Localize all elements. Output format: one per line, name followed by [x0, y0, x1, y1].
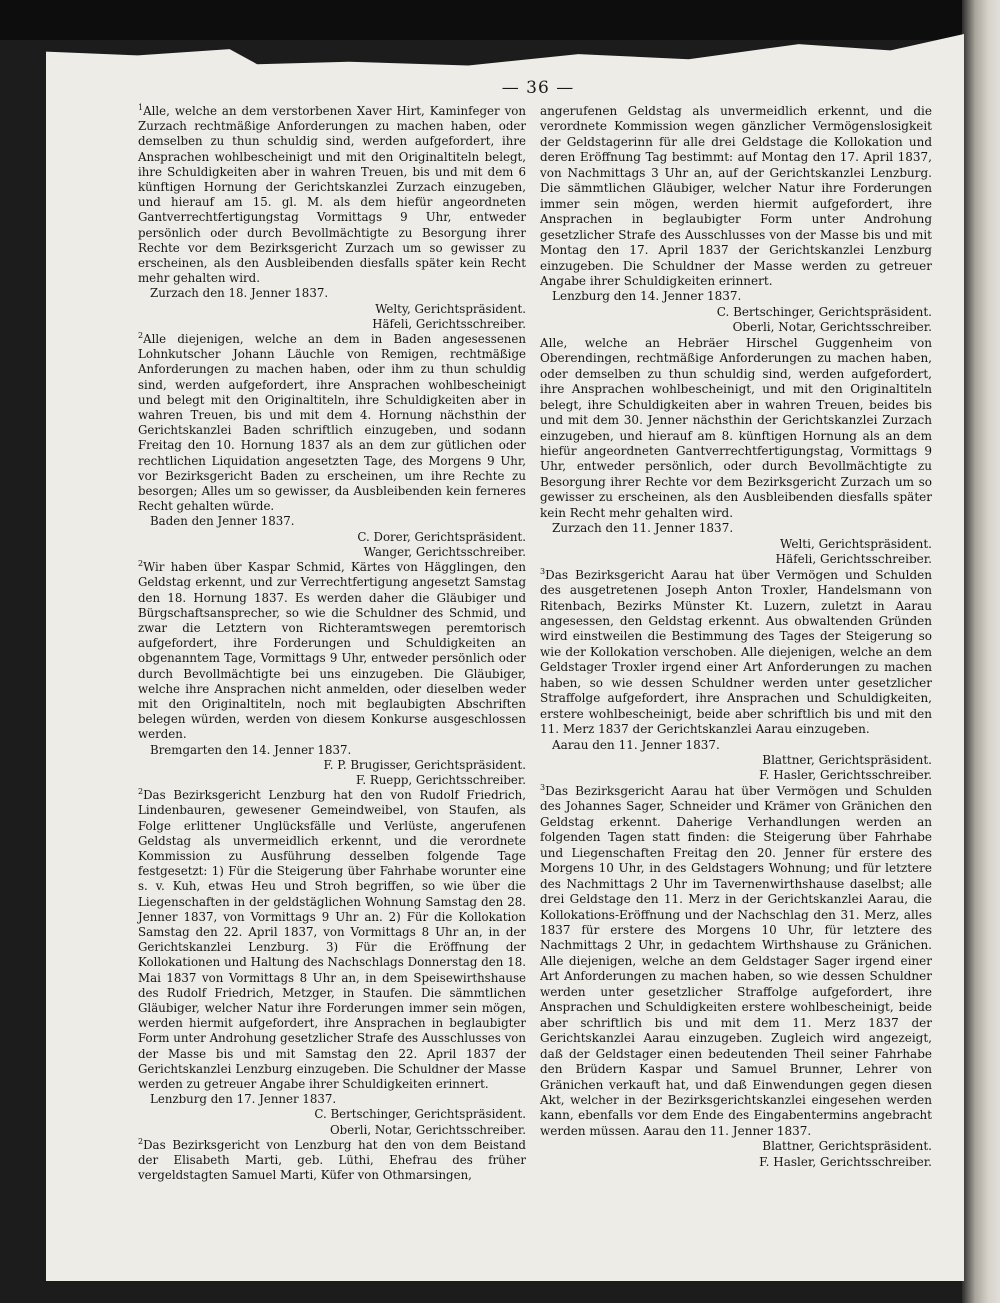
notice-body: Das Bezirksgericht Lenzburg hat den von Rudolf Friedrich, Lindenbauren, gewesener Gemeindweibel, von Staufen, als Folge erlittener Unglücksfälle und Verlüste, angerufenen Geldstag als unvermeidlich erkennt, und die verordnete Kommission zu Ausführung desselben folgende Tage festgesetzt: 1) Für die Steigerung über Fahrhabe worunter eine s. v. Kuh, etwas Heu und Stroh begriffen, so wie über die Liegenschaften in der geldstäglichen Wohnung Samstag den 28. Jenner 1837, von Vormittags 9 Uhr an. 2) Für die Kollokation Samstag den 22. April 1837, von Vormittags 8 Uhr an, in der Gerichtskanzlei Lenzburg. 3) Für die Eröffnung der Kollokationen und Haltung des Nachschlags Donnerstag den 18. Mai 1837 von Vormittags 8 Uhr an, in dem Speisewirthshause des Rudolf Friedrich, Metzger, in Staufen. Die sämmtlichen Gläubiger, welcher Natur ihre Forderungen immer sein mögen, werden hiermit aufgefordert, ihre Ansprachen in beglaubigter Form unter Androhung gesetzlicher Strafe des Ausschlusses von der Masse bis und mit Samstag den 22. April 1837 der Gerichtskanzlei Lenzburg einzugeben. Die Schuldner der Masse werden zu getreuer Angabe ihrer Schuldigkeiten erinnert.	[138, 788, 526, 1091]
notice-signature: Blattner, Gerichtspräsident.	[762, 753, 932, 768]
notice-text	[138, 788, 526, 1092]
notice-marker: 2	[138, 787, 144, 797]
notice-marker: 2	[138, 331, 144, 341]
notice-place-date: Lenzburg den 14. Jenner 1837.	[552, 289, 742, 304]
notice-signature: F. Ruepp, Gerichtsschreiber.	[355, 772, 526, 787]
notice-body: Alle, welche an Hebräer Hirschel Guggenheim von Oberendingen, rechtmäßige Anforderungen zu machen haben, oder demselben zu thun schuldig sind, werden aufgefordert, ihre Ansprachen wohlbescheinigt, und mit den Originaltiteln belegt, ihre Schuldigkeiten aber in wahren Treuen, beides bis und mit dem 30. Jenner nächsthin der Gerichtskanzlei Zurzach einzugeben, und hierauf am 8. künftigen Hornung als an dem hiefür angeordneten Gantverrechtfertigungstag, Vormittags 9 Uhr, entweder persönlich, oder durch Bevollmächtigte zu Besorgung ihrer Rechte vor dem Bezirksgericht Zurzach um so gewisser zu erscheinen, als den Ausbleibenden diesfalls später kein Recht mehr gehalten wird.	[540, 335, 932, 520]
notice-place-date: Baden den Jenner 1837.	[150, 514, 295, 529]
scan-background-top	[0, 0, 1000, 40]
notice-signature: Häfeli, Gerichtsschreiber.	[372, 316, 526, 331]
notice-marker: 2	[138, 559, 144, 569]
notice	[540, 104, 932, 336]
notice-signature: Häfeli, Gerichtsschreiber.	[775, 552, 932, 567]
notice	[138, 1138, 526, 1184]
notice-signature: F. P. Brugisser, Gerichtspräsident.	[323, 757, 526, 772]
notice-place-date: Zurzach den 11. Jenner 1837.	[552, 521, 734, 536]
notice	[138, 560, 526, 788]
notice-marker: 2	[138, 1136, 144, 1146]
notice-marker: 3	[540, 566, 546, 576]
notice-signature: Blattner, Gerichtspräsident.	[762, 1139, 932, 1154]
notice	[138, 332, 526, 560]
notice-signature: C. Bertschinger, Gerichtspräsident.	[314, 1107, 526, 1122]
notice	[540, 568, 932, 784]
notice-marker: 3	[540, 782, 546, 792]
notice	[138, 104, 526, 332]
notice-body: Wir haben über Kaspar Schmid, Kärtes von Hägglingen, den Geldstag erkennt, und zur Verrechtfertigung angesetzt Samstag den 18. Hornung 1837. Es werden daher die Gläubiger und Bürgschaftsansprecher, so wie die Schuldner des Schmid, und zwar die Letztern von Richteramtswegen peremtorisch aufgefordert, ihre Forderungen und Schuldigkeiten an obgenanntem Tage, Vormittags 9 Uhr, entweder persönlich oder durch Bevollmächtigte bei uns einzugeben. Die Gläubiger, welche ihre Ansprachen nicht anmelden, oder dieselben weder mit den Originaltiteln, noch mit beglaubigten Abschriften belegen würden, werden von diesem Konkurse ausgeschlossen werden.	[138, 560, 526, 742]
notice-text	[540, 104, 932, 289]
notice-text	[138, 1138, 526, 1184]
notice-signature: Oberli, Notar, Gerichtsschreiber.	[329, 1122, 526, 1137]
notice-body: Das Bezirksgericht von Lenzburg hat den von dem Beistand der Elisabeth Marti, geb. Lüthi, Ehefrau des früher vergeldstagten Samuel Marti, Küfer von Othmarsingen,	[138, 1137, 526, 1183]
notice-signature: Wanger, Gerichtsschreiber.	[363, 544, 526, 559]
page-number: — 36 —	[501, 78, 575, 98]
right-column	[540, 104, 932, 1170]
notice-signature: Welty, Gerichtspräsident.	[375, 301, 526, 316]
adjacent-page-edge	[962, 0, 1000, 1303]
notice-body: Alle diejenigen, welche an dem in Baden angesessenen Lohnkutscher Johann Läuchle von Remigen, rechtmäßige Anforderungen zu machen haben, oder ihm zu thun schuldig sind, werden aufgefordert, ihre Ansprachen wohlbescheinigt und belegt mit den Originaltiteln, ihre Schuldigkeiten aber in wahren Treuen, bis und mit dem 4. Hornung nächsthin der Gerichtskanzlei Baden schriftlich einzugeben, und sodann Freitag den 10. Hornung 1837 als an dem zur gütlichen oder rechtlichen Liquidation angesetzten Tage, des Morgens 9 Uhr, vor Bezirksgericht Baden zu erscheinen, um ihre Rechte zu besorgen; Alles um so gewisser, da Ausbleibenden kein ferneres Recht gehalten würde.	[138, 332, 526, 514]
notice	[540, 784, 932, 1170]
notice-marker: 1	[138, 103, 144, 113]
notice-signature: Welti, Gerichtspräsident.	[780, 536, 932, 551]
notice-body: angerufenen Geldstag als unvermeidlich erkennt, und die verordnete Kommission wegen gänzlicher Vermögenslosigkeit der Geldstagerinn für alle drei Geldstage die Kollokation und deren Eröffnung Tag bestimmt: auf Montag den 17. April 1837, von Nachmittags 3 Uhr an, auf der Gerichtskanzlei Lenzburg. Die sämmtlichen Gläubiger, welcher Natur ihre Forderungen immer sein mögen, werden hiermit aufgefordert, ihre Ansprachen in beglaubigter Form unter Androhung gesetzlicher Strafe des Ausschlusses von der Masse bis und mit Montag den 17. April 1837 der Gerichtskanzlei Lenzburg einzugeben. Die Schuldner der Masse werden zu getreuer Angabe ihrer Schuldigkeiten erinnert.	[540, 104, 932, 288]
notice-body: Alle, welche an dem verstorbenen Xaver Hirt, Kaminfeger von Zurzach rechtmäßige Anforderungen zu machen haben, oder demselben zu thun schuldig sind, werden aufgefordert, ihre Ansprachen wohlbescheinigt und mit den Originaltiteln belegt, ihre Schuldigkeiten aber in wahren Treuen, bis und mit dem 6 künftigen Hornung der Gerichtskanzlei Zurzach einzugeben, und hierauf am 15. gl. M. als dem hiefür angeordneten Gantverrechtfertigungstag Vormittags 9 Uhr, entweder persönlich oder durch Bevollmächtigte zu Besorgung ihrer Rechte vor dem Bezirksgericht Zurzach um so gewisser zu erscheinen, als den Ausbleibenden diesfalls später kein Recht mehr gehalten wird.	[138, 104, 526, 286]
notice-signature: C. Dorer, Gerichtspräsident.	[357, 529, 526, 544]
notice-text	[540, 568, 932, 738]
notice-text	[138, 332, 526, 514]
notice	[540, 336, 932, 568]
notice-text	[540, 336, 932, 521]
notice-text	[138, 104, 526, 286]
notice-text	[138, 560, 526, 742]
notice-signature: C. Bertschinger, Gerichtspräsident.	[716, 304, 932, 319]
notice-place-date: Aarau den 11. Jenner 1837.	[552, 737, 720, 752]
notice	[138, 788, 526, 1138]
notice-text	[540, 784, 932, 1139]
notice-place-date: Bremgarten den 14. Jenner 1837.	[150, 742, 352, 757]
notice-place-date: Lenzburg den 17. Jenner 1837.	[150, 1092, 337, 1107]
notice-place-date: Zurzach den 18. Jenner 1837.	[150, 286, 329, 301]
notice-signature: F. Hasler, Gerichtsschreiber.	[759, 1154, 932, 1169]
notice-body: Das Bezirksgericht Aarau hat über Vermögen und Schulden des ausgetretenen Joseph Anton Troxler, Handelsmann von Ritenbach, Bezirks Münster Kt. Luzern, zuletzt in Aarau angesessen, den Geldstag erkennt. Aus obwaltenden Gründen wird einstweilen die Bestimmung des Tages der Steigerung so wie der Kollokation verschoben. Alle diejenigen, welche an dem Geldstager Troxler irgend einer Art Anforderungen zu machen haben, so wie dessen Schuldner werden unter gesetzlicher Straffolge aufgefordert, ihre Ansprachen und Schuldigkeiten, erstere wohlbescheinigt, beide aber schriftlich bis und mit den 11. Merz 1837 der Gerichtskanzlei Aarau einzugeben.	[540, 567, 932, 737]
notice-signature: F. Hasler, Gerichtsschreiber.	[759, 768, 932, 783]
notice-body: Das Bezirksgericht Aarau hat über Vermögen und Schulden des Johannes Sager, Schneider und Krämer von Gränichen den Geldstag erkennt. Daherige Verhandlungen werden an folgenden Tagen statt finden: die Steigerung über Fahrhabe und Liegenschaften Freitag den 20. Jenner für erstere des Morgens 10 Uhr, in des Geldstagers Wohnung; und für letztere des Nachmittags 2 Uhr im Tavernenwirthshause daselbst; alle drei Geldstage den 11. Merz in der Gerichtskanzlei Aarau, die Kollokations-Eröffnung und der Nachschlag den 31. Merz, alles 1837 für erstere des Morgens 10 Uhr, für letztere des Nachmittags 2 Uhr, in gedachtem Wirthshause zu Gränichen. Alle diejenigen, welche an dem Geldstager Sager irgend einer Art Anforderungen zu machen haben, so wie dessen Schuldner werden unter gesetzlicher Straffolge aufgefordert, ihre Ansprachen und Schuldigkeiten erstere wohlbescheinigt, beide aber schriftlich bis und mit dem 11. Merz 1837 der Gerichtskanzlei Aarau einzugeben. Zugleich wird angezeigt, daß der Geldstager einen bedeutenden Theil seiner Fahrhabe den Brüdern Kaspar und Samuel Brunner, Lehrer von Gränichen verkauft hat, und daß Einwendungen gegen diesen Akt, welcher in der Bezirksgerichtskanzlei eingesehen werden kann, ebenfalls vor dem Ende des Eingabentermins angebracht werden müssen. Aarau den 11. Jenner 1837.	[540, 783, 932, 1138]
left-column	[138, 104, 526, 1183]
notice-signature: Oberli, Notar, Gerichtsschreiber.	[732, 320, 932, 335]
